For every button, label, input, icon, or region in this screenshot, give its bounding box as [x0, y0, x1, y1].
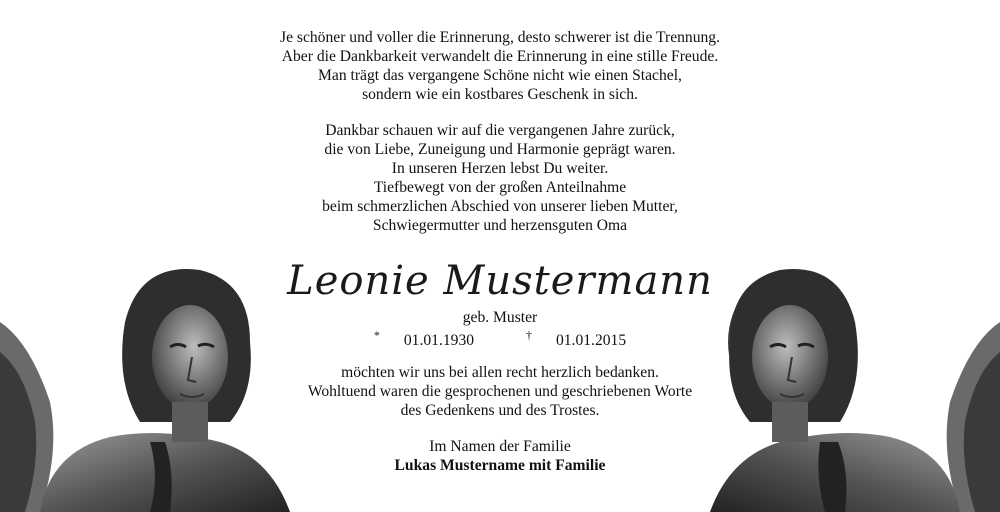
thanks-line: beim schmerzlichen Abschied von unserer lieben Mutter, [322, 198, 678, 215]
poem-line: sondern wie ein kostbares Geschenk in sich. [362, 86, 638, 103]
poem-line: Je schöner und voller die Erinnerung, desto schwerer ist die Trennung. [280, 29, 720, 46]
closing-block [0, 363, 1000, 420]
deceased-name: Leonie Mustermann [287, 258, 713, 304]
star-icon: * [373, 328, 380, 342]
died-date-group [514, 328, 638, 350]
life-dates [0, 328, 1000, 350]
poem-line: Man trägt das vergangene Schöne nicht wie einen Stachel, [318, 67, 682, 84]
thanks-line: die von Liebe, Zuneigung und Harmonie geprägt waren. [324, 141, 676, 158]
thanks-line: In unseren Herzen lebst Du weiter. [391, 160, 609, 177]
closing-line: möchten wir uns bei allen recht herzlich bedanken. [341, 364, 659, 381]
birth-name: geb. Muster [462, 309, 538, 326]
closing-line: Wohltuend waren die gesprochenen und geschriebenen Worte [307, 383, 693, 400]
cross-icon: † [525, 328, 532, 342]
closing-line: des Gedenkens und des Trostes. [400, 402, 600, 419]
thanks-line: Dankbar schauen wir auf die vergangenen Jahre zurück, [325, 122, 675, 139]
thanks-line: Schwiegermutter und herzensguten Oma [372, 217, 628, 234]
poem-block [0, 28, 1000, 104]
signature-intro: Im Namen der Familie [429, 438, 571, 455]
signature-name: Lukas Mustername mit Familie [394, 457, 606, 474]
born-date: 01.01.1930 [403, 332, 475, 350]
thanks-line: Tiefbewegt von der großen Anteilnahme [373, 179, 627, 196]
died-date: 01.01.2015 [555, 332, 627, 350]
born-date-group [362, 328, 490, 350]
poem-line: Aber die Dankbarkeit verwandelt die Erinnerung in eine stille Freude. [281, 48, 719, 65]
thanks-block [0, 121, 1000, 235]
